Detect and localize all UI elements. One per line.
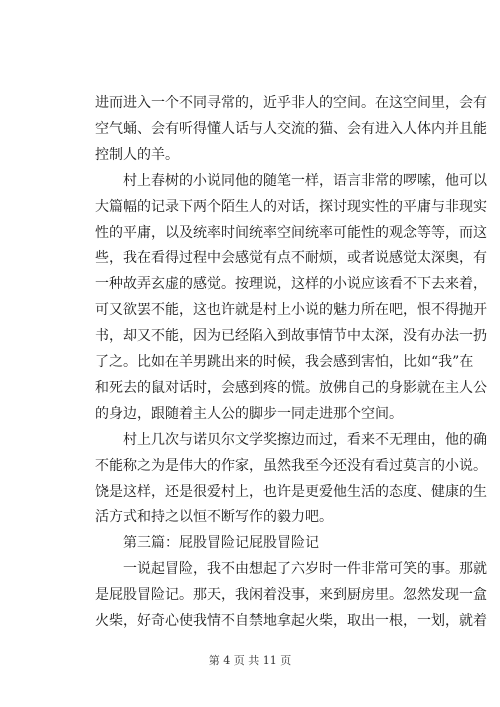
paragraph-line: 书，却又不能，因为已经陷入到故事情节中太深，没有办法一扔: [95, 328, 487, 344]
paragraph-line: 了之。比如在羊男跳出来的时候，我会感到害怕，比如“我”在: [95, 354, 474, 370]
paragraph-line: 一说起冒险，我不由想起了六岁时一件非常可笑的事。那就: [123, 561, 487, 577]
paragraph-line: 火柴，好奇心使我情不自禁地拿起火柴，取出一根，一划，就着: [95, 613, 487, 629]
paragraph-line: 些，我在看得过程中会感觉有点不耐烦，或者说感觉太深奥，有: [95, 250, 487, 266]
paragraph-line: 村上春树的小说同他的随笔一样，语言非常的啰嗦，他可以: [123, 173, 487, 189]
paragraph-line: 可又欲罢不能，这也许就是村上小说的魅力所在吧，恨不得抛开: [95, 302, 487, 318]
paragraph-line: 是屁股冒险记。那天，我闲着没事，来到厨房里。忽然发现一盒: [95, 587, 487, 603]
paragraph-line: 的身边，跟随着主人公的脚步一同走进那个空间。: [95, 406, 403, 422]
paragraph-line: 性的平庸，以及统率时间统率空间统率可能性的观念等等，而这: [95, 225, 487, 241]
paragraph-line: 大篇幅的记录下两个陌生人的对话，探讨现实性的平庸与非现实: [95, 199, 487, 215]
paragraph-line: 和死去的鼠对话时，会感到疼的慌。放佛自己的身影就在主人公: [95, 380, 487, 396]
paragraph-line: 饶是这样，还是很爱村上，也许是更爱他生活的态度、健康的生: [95, 484, 487, 500]
page-footer: 第 4 页 共 11 页: [208, 654, 292, 667]
paragraph-line: 一种故弄玄虚的感觉。按理说，这样的小说应该看不下去来着，: [95, 276, 487, 292]
paragraph-line: 进而进入一个不同寻常的，近乎非人的空间。在这空间里，会有: [95, 95, 487, 111]
paragraph-line: 空气蛹、会有听得懂人话与人交流的猫、会有进入人体内并且能: [95, 121, 487, 137]
paragraph-line: 控制人的羊。: [95, 147, 179, 163]
paragraph-line: 不能称之为是伟大的作家，虽然我至今还没有看过莫言的小说。: [95, 458, 487, 474]
section-heading: 第三篇：屁股冒险记屁股冒险记: [123, 535, 319, 551]
paragraph-line: 活方式和持之以恒不断写作的毅力吧。: [95, 509, 333, 525]
paragraph-line: 村上几次与诺贝尔文学奖擦边而过，看来不无理由，他的确: [123, 432, 487, 448]
